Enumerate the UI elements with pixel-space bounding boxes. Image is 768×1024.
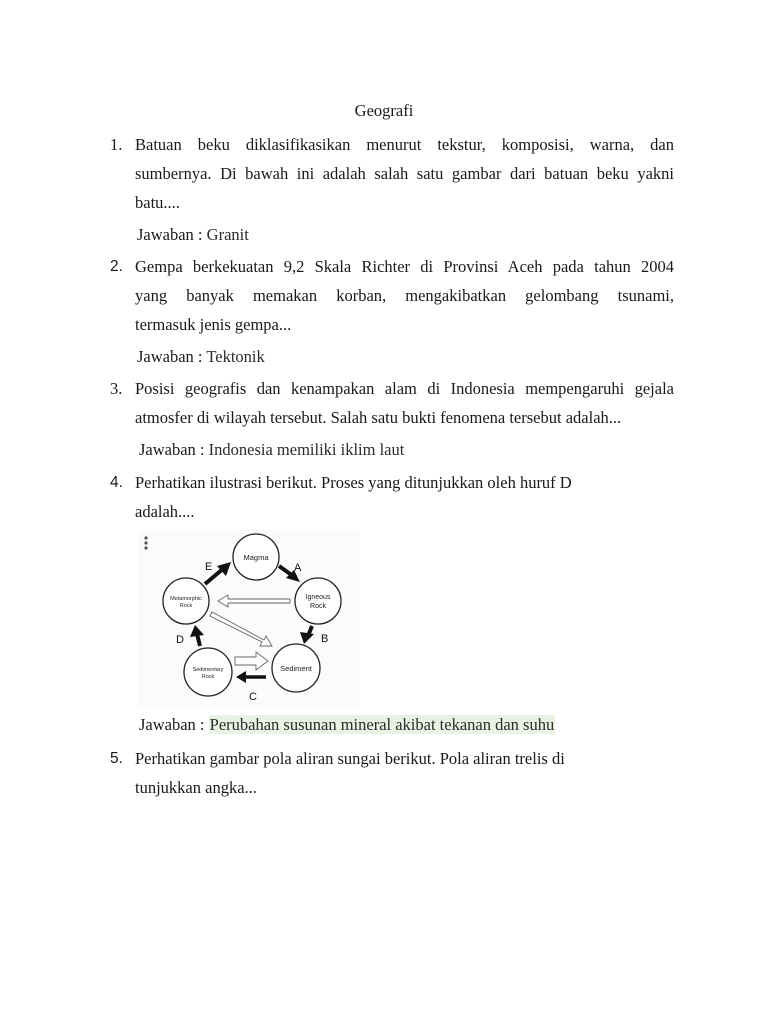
question-4-line-2: adalah.... xyxy=(135,502,195,521)
question-3-answer xyxy=(139,440,404,460)
question-5-line-1: Perhatikan gambar pola aliran sungai berikut. Pola aliran trelis di xyxy=(135,749,565,768)
igneous-rock-node xyxy=(295,578,341,624)
answer-label: Jawaban : xyxy=(137,347,207,366)
question-3-number: 3. xyxy=(110,379,123,398)
question-2-answer xyxy=(137,347,265,367)
question-2-text xyxy=(135,252,674,339)
question-2-number: 2. xyxy=(110,258,123,275)
igneous-label-1: Igneous xyxy=(305,594,331,601)
page-title: Geografi xyxy=(354,101,414,120)
answer-label: Jawaban : xyxy=(137,225,207,244)
sedimentary-label-2: Rock xyxy=(201,674,215,680)
letter-c: C xyxy=(249,691,257,703)
metamorphic-label-1: Metamorphic xyxy=(170,596,202,602)
magma-label: Magma xyxy=(243,553,269,562)
question-4-answer xyxy=(139,715,555,735)
question-5-number: 5. xyxy=(110,750,123,767)
question-3-line-2: atmosfer di wilayah tersebut. Salah satu bukti fenomena tersebut adalah... xyxy=(135,408,622,427)
letter-e: E xyxy=(205,561,213,573)
answer-value: Perubahan susunan mineral akibat tekanan dan suhu xyxy=(209,715,555,734)
answer-value: Indonesia memiliki iklim laut xyxy=(208,440,405,459)
question-4-line-1: Perhatikan ilustrasi berikut. Proses yang ditunjukkan oleh huruf D xyxy=(135,473,572,492)
question-2-line-3: termasuk jenis gempa... xyxy=(135,315,292,334)
letter-b: B xyxy=(321,633,329,645)
sedimentary-label-1: Sedimentary xyxy=(192,667,224,673)
question-4-text xyxy=(135,468,674,526)
question-1-line-2: sumbernya. Di bawah ini adalah salah satu gambar dari batuan beku yakni xyxy=(135,164,674,183)
question-5-text xyxy=(135,744,674,802)
sediment-label: Sediment xyxy=(280,664,312,673)
question-4-number: 4. xyxy=(110,474,123,491)
question-1-line-1: Batuan beku diklasifikasikan menurut tekstur, komposisi, warna, dan xyxy=(135,135,674,154)
question-1-answer xyxy=(137,225,249,245)
vertical-ellipsis-icon[interactable] xyxy=(144,536,147,549)
letter-d: D xyxy=(176,634,184,646)
answer-label: Jawaban : xyxy=(139,715,209,734)
answer-label: Jawaban : xyxy=(139,440,209,459)
metamorphic-label-2: Rock xyxy=(179,603,193,609)
question-3-line-1: Posisi geografis dan kenampakan alam di Indonesia mempengaruhi gejala xyxy=(135,379,674,398)
igneous-label-2: Rock xyxy=(310,603,326,610)
answer-value: Tektonik xyxy=(206,347,265,366)
answer-value: Granit xyxy=(206,225,249,244)
question-5-line-2: tunjukkan angka... xyxy=(135,778,257,797)
question-1-number: 1. xyxy=(110,135,123,154)
question-2-line-1: Gempa berkekuatan 9,2 Skala Richter di Provinsi Aceh pada tahun 2004 xyxy=(135,257,674,276)
question-1-text xyxy=(135,130,674,217)
question-2-line-2: yang banyak memakan korban, mengakibatkan gelombang tsunami, xyxy=(135,286,674,305)
question-1-line-3: batu.... xyxy=(135,193,180,212)
letter-a: A xyxy=(294,562,302,574)
rock-cycle-figure xyxy=(138,530,360,706)
question-3-text xyxy=(135,374,674,432)
